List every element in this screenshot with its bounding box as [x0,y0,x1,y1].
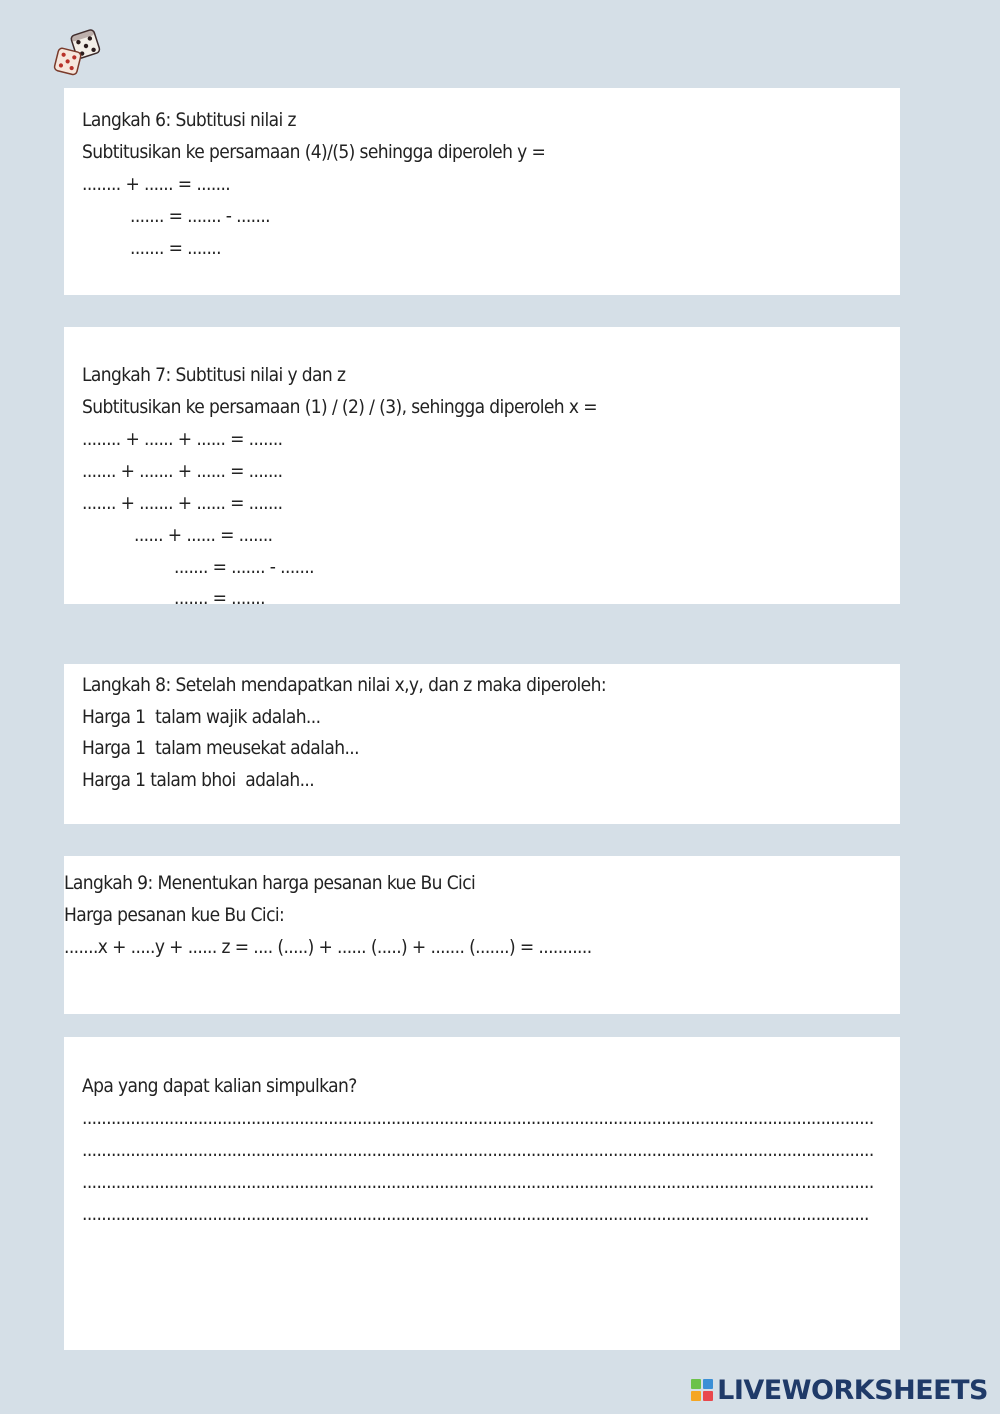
step-6-title: Langkah 6: Subtitusi nilai z [82,109,296,131]
liveworksheets-brand [691,1376,988,1404]
step-6-panel [64,88,900,295]
conclusion-answer-line: ................................................................................................................................................................... [82,1203,869,1225]
step-7-line: ....... = ....... [174,587,265,609]
conclusion-answer-line: .................................................................................................................................................................... [82,1107,874,1129]
step-7-title: Langkah 7: Subtitusi nilai y dan z [82,364,346,386]
step-9-formula: .......x + .....y + ...... z = .... (.....) + ...... (.....) + ....... (.......) = ........... [64,936,592,958]
step-7-panel [64,327,900,609]
conclusion-question: Apa yang dapat kalian simpulkan? [82,1075,357,1097]
step-8-line: Harga 1 talam bhoi adalah... [82,769,315,791]
step-9-title: Langkah 9: Menentukan harga pesanan kue Bu Cici [64,872,476,894]
step-8-title: Langkah 8: Setelah mendapatkan nilai x,y, dan z maka diperoleh: [82,674,606,696]
step-7-line: ....... + ....... + ...... = ....... [82,460,283,482]
liveworksheets-wordmark: LIVEWORKSHEETS [717,1374,988,1406]
step-7-line: ....... + ....... + ...... = ....... [82,492,283,514]
step-7-line: ...... + ...... = ....... [134,524,273,546]
step-9-panel [64,856,900,1014]
step-8-panel [64,664,900,824]
step-8-line: Harga 1 talam wajik adalah... [82,706,321,728]
step-6-line: ....... = ....... [130,237,221,259]
conclusion-answer-line: .................................................................................................................................................................... [82,1139,874,1161]
step-6-line: ........ + ...... = ....... [82,173,231,195]
step-6-instruction: Subtitusikan ke persamaan (4)/(5) sehingga diperoleh y = [82,141,546,163]
conclusion-panel [64,1037,900,1350]
step-7-instruction: Subtitusikan ke persamaan (1) / (2) / (3), sehingga diperoleh x = [82,396,597,418]
step-7-line: ....... = ....... - ....... [174,556,314,578]
conclusion-answer-line: .................................................................................................................................................................... [82,1171,874,1193]
liveworksheets-logo-icon [691,1379,713,1401]
logo-square [691,1391,701,1401]
step-8-line: Harga 1 talam meusekat adalah... [82,737,359,759]
logo-square [691,1379,701,1389]
step-9-subtitle: Harga pesanan kue Bu Cici: [64,904,285,926]
logo-square [703,1391,713,1401]
dice-icon [52,28,104,76]
step-7-line: ........ + ...... + ...... = ....... [82,428,283,450]
step-6-line: ....... = ....... - ....... [130,205,270,227]
logo-square [703,1379,713,1389]
